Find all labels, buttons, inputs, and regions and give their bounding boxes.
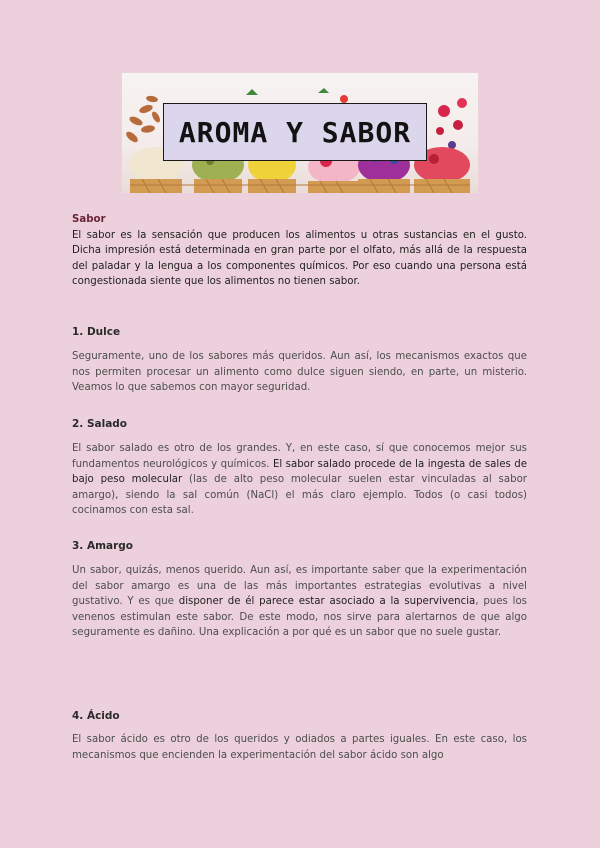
section-text: , pues los venenos estimulan este sabor. De este modo, nos sirve para alertarnos de que algo seguramente es dañino. Una explicación a por qué es un sabor que no suele gustar. — [72, 596, 527, 639]
section-text: Un sabor, quizás, menos querido. Aun así, es importante saber que la experimentación del sabor amargo es una de las más importantes estrategias evolutivas a nivel gustativo. Y es que — [72, 565, 527, 608]
section-paragraph-salado — [72, 441, 527, 519]
intro-block — [72, 212, 527, 290]
section-text: El sabor ácido es otro de los queridos y odiados a partes iguales. En este caso, los mecanismos que encienden la experimentación del sabor ácido son algo — [72, 734, 527, 761]
section-paragraph-acido — [72, 732, 527, 763]
intro-paragraph: El sabor es la sensación que producen los alimentos u otras sustancias en el gusto. Dicha impresión está determinada en gran parte por el olfato, más allá de la respuesta del paladar y la lengua a los componentes químicos. Por eso cuando una persona está congestionada siente que los alimentos no tienen sabor. — [72, 229, 527, 288]
intro-heading: Sabor — [72, 214, 106, 225]
section-heading-amargo: 3. Amargo — [72, 540, 134, 552]
section-heading-salado: 2. Salado — [72, 418, 128, 430]
section-heading-dulce: 1. Dulce — [72, 326, 121, 338]
section-text-highlight: disponer de él parece estar asociado a la supervivencia — [173, 596, 476, 608]
section-text-highlight: El sabor salado procede de la ingesta de sales de bajo peso molecular — [72, 458, 528, 486]
banner-title: AROMA Y SABOR — [178, 115, 412, 149]
section-text: Seguramente, uno de los sabores más queridos. Aun así, los mecanismos exactos que nos permiten procesar un alimento como dulce siguen siendo, en parte, un misterio. Veamos lo que sabemos con mayor seguridad. — [72, 351, 527, 394]
section-text: (las de alto peso molecular suelen estar vinculadas al sabor amargo), siendo la sal común (NaCl) el más claro ejemplo. Todos (o casi todos) cocinamos con esta sal. — [72, 474, 527, 517]
section-text: El sabor salado es otro de los grandes. Y, en este caso, sí que conocemos mejor sus fundamentos neurológicos y químicos. — [72, 443, 527, 470]
section-paragraph-amargo — [72, 563, 527, 641]
banner-title-box — [163, 103, 427, 161]
section-heading-acido: 4. Ácido — [72, 710, 120, 722]
section-paragraph-dulce — [72, 349, 527, 396]
